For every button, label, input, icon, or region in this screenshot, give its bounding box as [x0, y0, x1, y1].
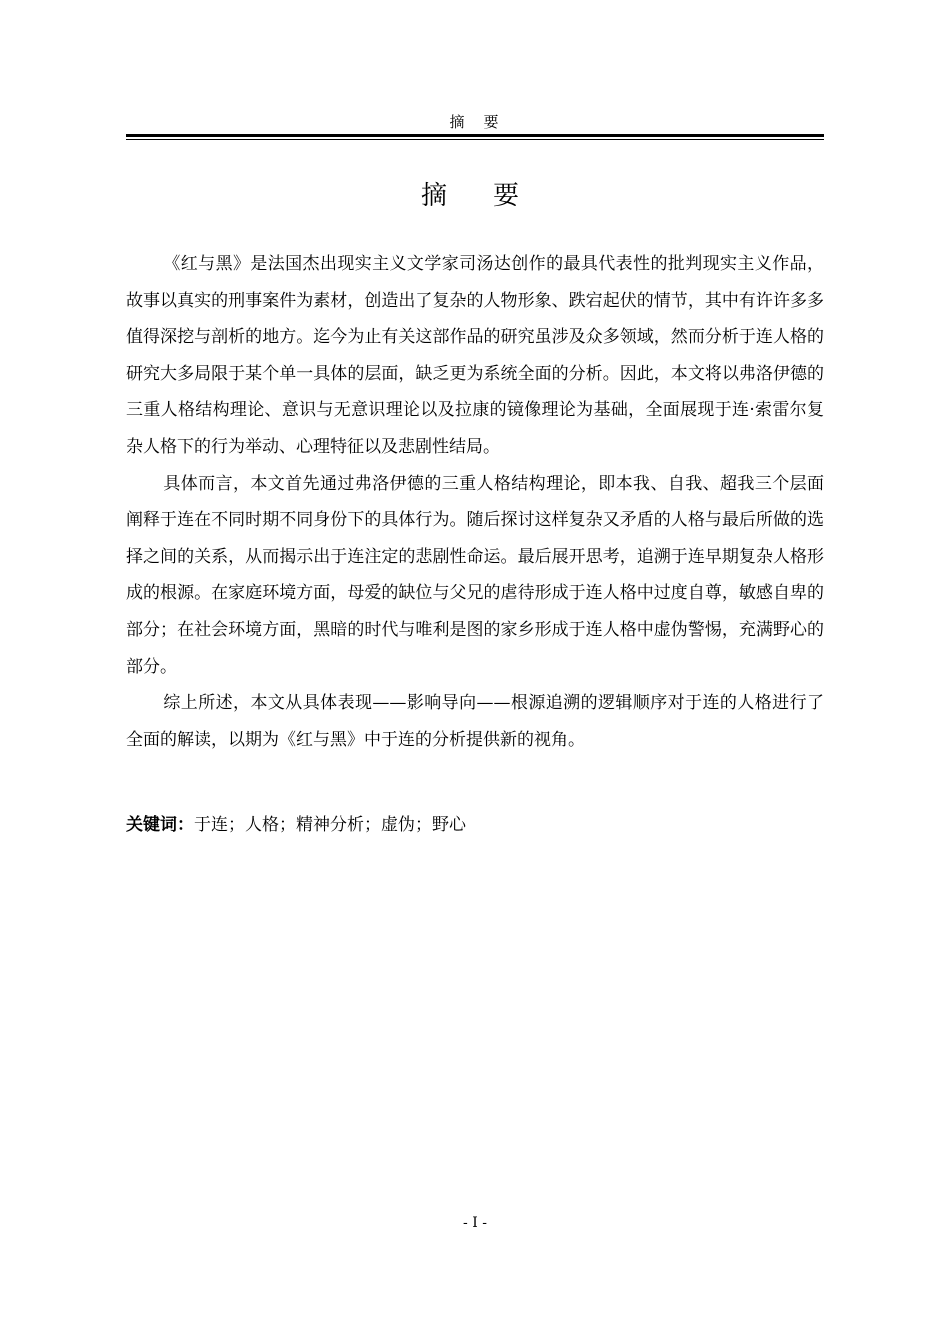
abstract-paragraph-1: 《红与黑》是法国杰出现实主义文学家司汤达创作的最具代表性的批判现实主义作品，故事以真实的刑事案件为素材，创造出了复杂的人物形象、跌宕起伏的情节，其中有许许多多值得深挖与剖析的地方。迄今为止有关这部作品的研究虽涉及众多领域，然而分析于连人格的研究大多局限于某个单一具体的层面，缺乏更为系统全面的分析。因此，本文将以弗洛伊德的三重人格结构理论、意识与无意识理论以及拉康的镜像理论为基础，全面展现于连·索雷尔复杂人格下的行为举动、心理特征以及悲剧性结局。	[126, 254, 824, 457]
abstract-paragraph-3: 综上所述，本文从具体表现——影响导向——根源追溯的逻辑顺序对于连的人格进行了全面的解读，以期为《红与黑》中于连的分析提供新的视角。	[126, 693, 824, 750]
page-title: 摘 要	[420, 181, 529, 211]
abstract-paragraph-2: 具体而言，本文首先通过弗洛伊德的三重人格结构理论，即本我、自我、超我三个层面阐释于连在不同时期不同身份下的具体行为。随后探讨这样复杂又矛盾的人格与最后所做的选择之间的关系，从而揭示出于连注定的悲剧性命运。最后展开思考，追溯于连早期复杂人格形成的根源。在家庭环境方面，母爱的缺位与父兄的虐待形成于连人格中过度自尊，敏感自卑的部分；在社会环境方面，黑暗的时代与唯利是图的家乡形成于连人格中虚伪警惕，充满野心的部分。	[126, 473, 824, 677]
keywords-label: 关键词：	[126, 815, 194, 835]
abstract-body	[126, 246, 824, 758]
keywords-line	[126, 810, 824, 840]
header-rule-thick	[126, 134, 824, 137]
header-rule-thin	[126, 139, 824, 140]
keywords-value: 于连；人格；精神分析；虚伪；野心	[194, 815, 466, 835]
running-header: 摘 要	[449, 113, 501, 131]
page-number: - I -	[463, 1215, 487, 1231]
